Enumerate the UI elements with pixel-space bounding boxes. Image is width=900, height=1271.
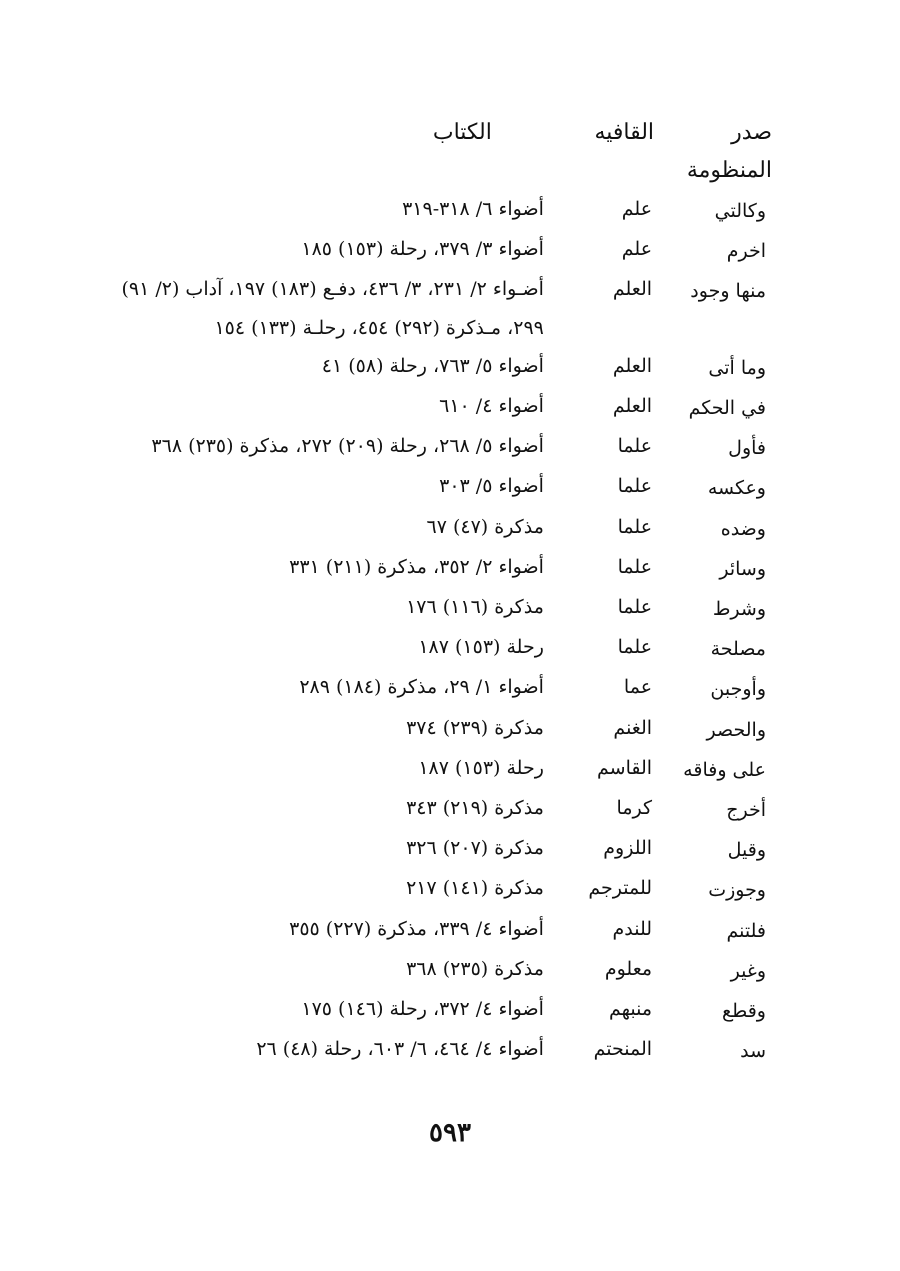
book-reference-cell: أضواء ٥/ ٣٠٣ xyxy=(439,475,544,498)
verse-opening-cell: وما أتى xyxy=(708,356,766,379)
page-number: ٥٩٣ xyxy=(429,1118,471,1148)
book-reference-cell: أضواء ٥/ ٧٦٣، رحلة (٥٨) ٤١ xyxy=(321,354,544,377)
rhyme-cell: العلم xyxy=(612,395,653,418)
table-row xyxy=(120,548,780,588)
book-reference-cell: مذكرة (١٤١) ٢١٧ xyxy=(406,877,544,900)
verse-opening-cell: سد xyxy=(740,1040,766,1063)
rhyme-cell: معلوم xyxy=(604,957,653,980)
header-kitab: الكتاب xyxy=(432,120,492,145)
rhyme-cell: علما xyxy=(617,435,653,458)
rhyme-cell: علما xyxy=(617,555,653,578)
verse-opening-cell: وعكسه xyxy=(707,477,766,500)
rhyme-cell: القاسم xyxy=(597,756,653,779)
book-reference-cell: أضواء ٢/ ٣٥٢، مذكرة (٢١١) ٣٣١ xyxy=(289,555,544,578)
book-reference-cell: رحلة (١٥٣) ١٨٧ xyxy=(418,636,544,659)
rhyme-cell: اللزوم xyxy=(603,837,653,860)
verse-opening-cell: وجوزت xyxy=(708,879,766,902)
header-qafia: القافيه xyxy=(594,120,655,145)
verse-opening-cell: فأول xyxy=(728,437,766,460)
verse-opening-cell: وأوجبن xyxy=(710,678,766,701)
verse-opening-cell: وسائر xyxy=(719,557,766,580)
rhyme-cell: علما xyxy=(617,636,653,659)
verse-opening-cell: منها وجود xyxy=(690,280,766,303)
book-reference-cell: أضواء ٤/ ٣٧٢، رحلة (١٤٦) ١٧٥ xyxy=(301,998,544,1021)
verse-index-table xyxy=(120,114,780,1070)
table-row xyxy=(120,427,780,467)
book-reference-cell: أضواء ٣/ ٣٧٩، رحلة (١٥٣) ١٨٥ xyxy=(301,238,544,261)
book-reference-cell: رحلة (١٥٣) ١٨٧ xyxy=(418,756,544,779)
table-row xyxy=(120,230,780,270)
table-row xyxy=(120,270,780,346)
book-reference-cell: أضـواء ٢/ ٢٣١، ٣/ ٤٣٦، دفـع (١٨٣) ١٩٧، آداب (٢/ ٩١) ٢٩٩، مـذكرة (٢٩٢) ٤٥٤، رحلـة (١٣٣) ١٥٤ xyxy=(121,278,544,339)
table-body xyxy=(120,190,780,1070)
verse-opening-cell: وشرط xyxy=(712,598,766,621)
verse-opening-cell: فلتنم xyxy=(726,919,766,942)
table-row xyxy=(120,387,780,427)
rhyme-cell: عما xyxy=(623,676,653,699)
table-row xyxy=(120,749,780,789)
table-row xyxy=(120,950,780,990)
verse-opening-cell: في الحكم xyxy=(688,397,766,420)
book-reference-cell: أضواء ١/ ٢٩، مذكرة (١٨٤) ٢٨٩ xyxy=(299,676,544,699)
table-row xyxy=(120,869,780,909)
book-reference-cell: أضواء ٤/ ٦١٠ xyxy=(439,395,544,418)
book-reference-cell: أضواء ٦/ ٣١٨-٣١٩ xyxy=(402,198,544,220)
verse-opening-cell: وقيل xyxy=(727,839,766,862)
rhyme-cell: المنحتم xyxy=(593,1038,653,1061)
verse-opening-cell: أخرج xyxy=(726,799,766,822)
rhyme-cell: العلم xyxy=(612,278,653,301)
book-reference-cell: أضواء ٤/ ٣٣٩، مذكرة (٢٢٧) ٣٥٥ xyxy=(289,917,544,940)
book-reference-cell: أضواء ٥/ ٢٦٨، رحلة (٢٠٩) ٢٧٢، مذكرة (٢٣٥) ٣٦٨ xyxy=(151,435,544,458)
table-header xyxy=(120,114,780,190)
rhyme-cell: العلم xyxy=(612,354,653,377)
verse-opening-cell: اخرم xyxy=(726,240,766,263)
table-row xyxy=(120,628,780,668)
rhyme-cell: علما xyxy=(617,515,653,538)
verse-opening-cell: وضده xyxy=(720,517,766,540)
book-reference-cell: مذكرة (٢٠٧) ٣٢٦ xyxy=(406,837,544,860)
rhyme-cell: للمترجم xyxy=(588,877,653,900)
table-row xyxy=(120,709,780,749)
table-row xyxy=(120,668,780,708)
header-sadr: صدر المنظومة xyxy=(686,120,772,183)
table-row xyxy=(120,588,780,628)
rhyme-cell: للندم xyxy=(612,917,653,940)
verse-opening-cell: وقطع xyxy=(722,1000,766,1023)
rhyme-cell: علم xyxy=(621,238,653,261)
table-row xyxy=(120,347,780,387)
verse-opening-cell: وكالتي xyxy=(714,200,766,222)
book-reference-cell: أضواء ٤/ ٤٦٤، ٦/ ٦٠٣، رحلة (٤٨) ٢٦ xyxy=(256,1038,544,1061)
rhyme-cell: علما xyxy=(617,596,653,619)
book-reference-cell: مذكرة (١١٦) ١٧٦ xyxy=(406,596,544,619)
book-reference-cell: مذكرة (٤٧) ٦٧ xyxy=(426,515,544,538)
table-row xyxy=(120,508,780,548)
book-reference-cell: مذكرة (٢٣٩) ٣٧٤ xyxy=(406,716,544,739)
rhyme-cell: الغنم xyxy=(613,716,653,739)
rhyme-cell: منبهم xyxy=(609,998,653,1021)
verse-opening-cell: وغير xyxy=(730,959,766,982)
table-row xyxy=(120,910,780,950)
table-row xyxy=(120,990,780,1030)
table-row xyxy=(120,1030,780,1070)
book-reference-cell: مذكرة (٢٣٥) ٣٦٨ xyxy=(406,957,544,980)
book-reference-cell: مذكرة (٢١٩) ٣٤٣ xyxy=(406,797,544,820)
rhyme-cell: علما xyxy=(617,475,653,498)
table-row xyxy=(120,789,780,829)
rhyme-cell: علم xyxy=(621,198,653,220)
verse-opening-cell: مصلحة xyxy=(710,638,766,661)
table-row xyxy=(120,190,780,230)
verse-opening-cell: على وفاقه xyxy=(683,758,766,781)
verse-opening-cell: والحصر xyxy=(706,718,766,741)
rhyme-cell: كرما xyxy=(616,797,653,820)
table-row xyxy=(120,467,780,507)
table-row xyxy=(120,829,780,869)
header-row xyxy=(120,114,780,190)
